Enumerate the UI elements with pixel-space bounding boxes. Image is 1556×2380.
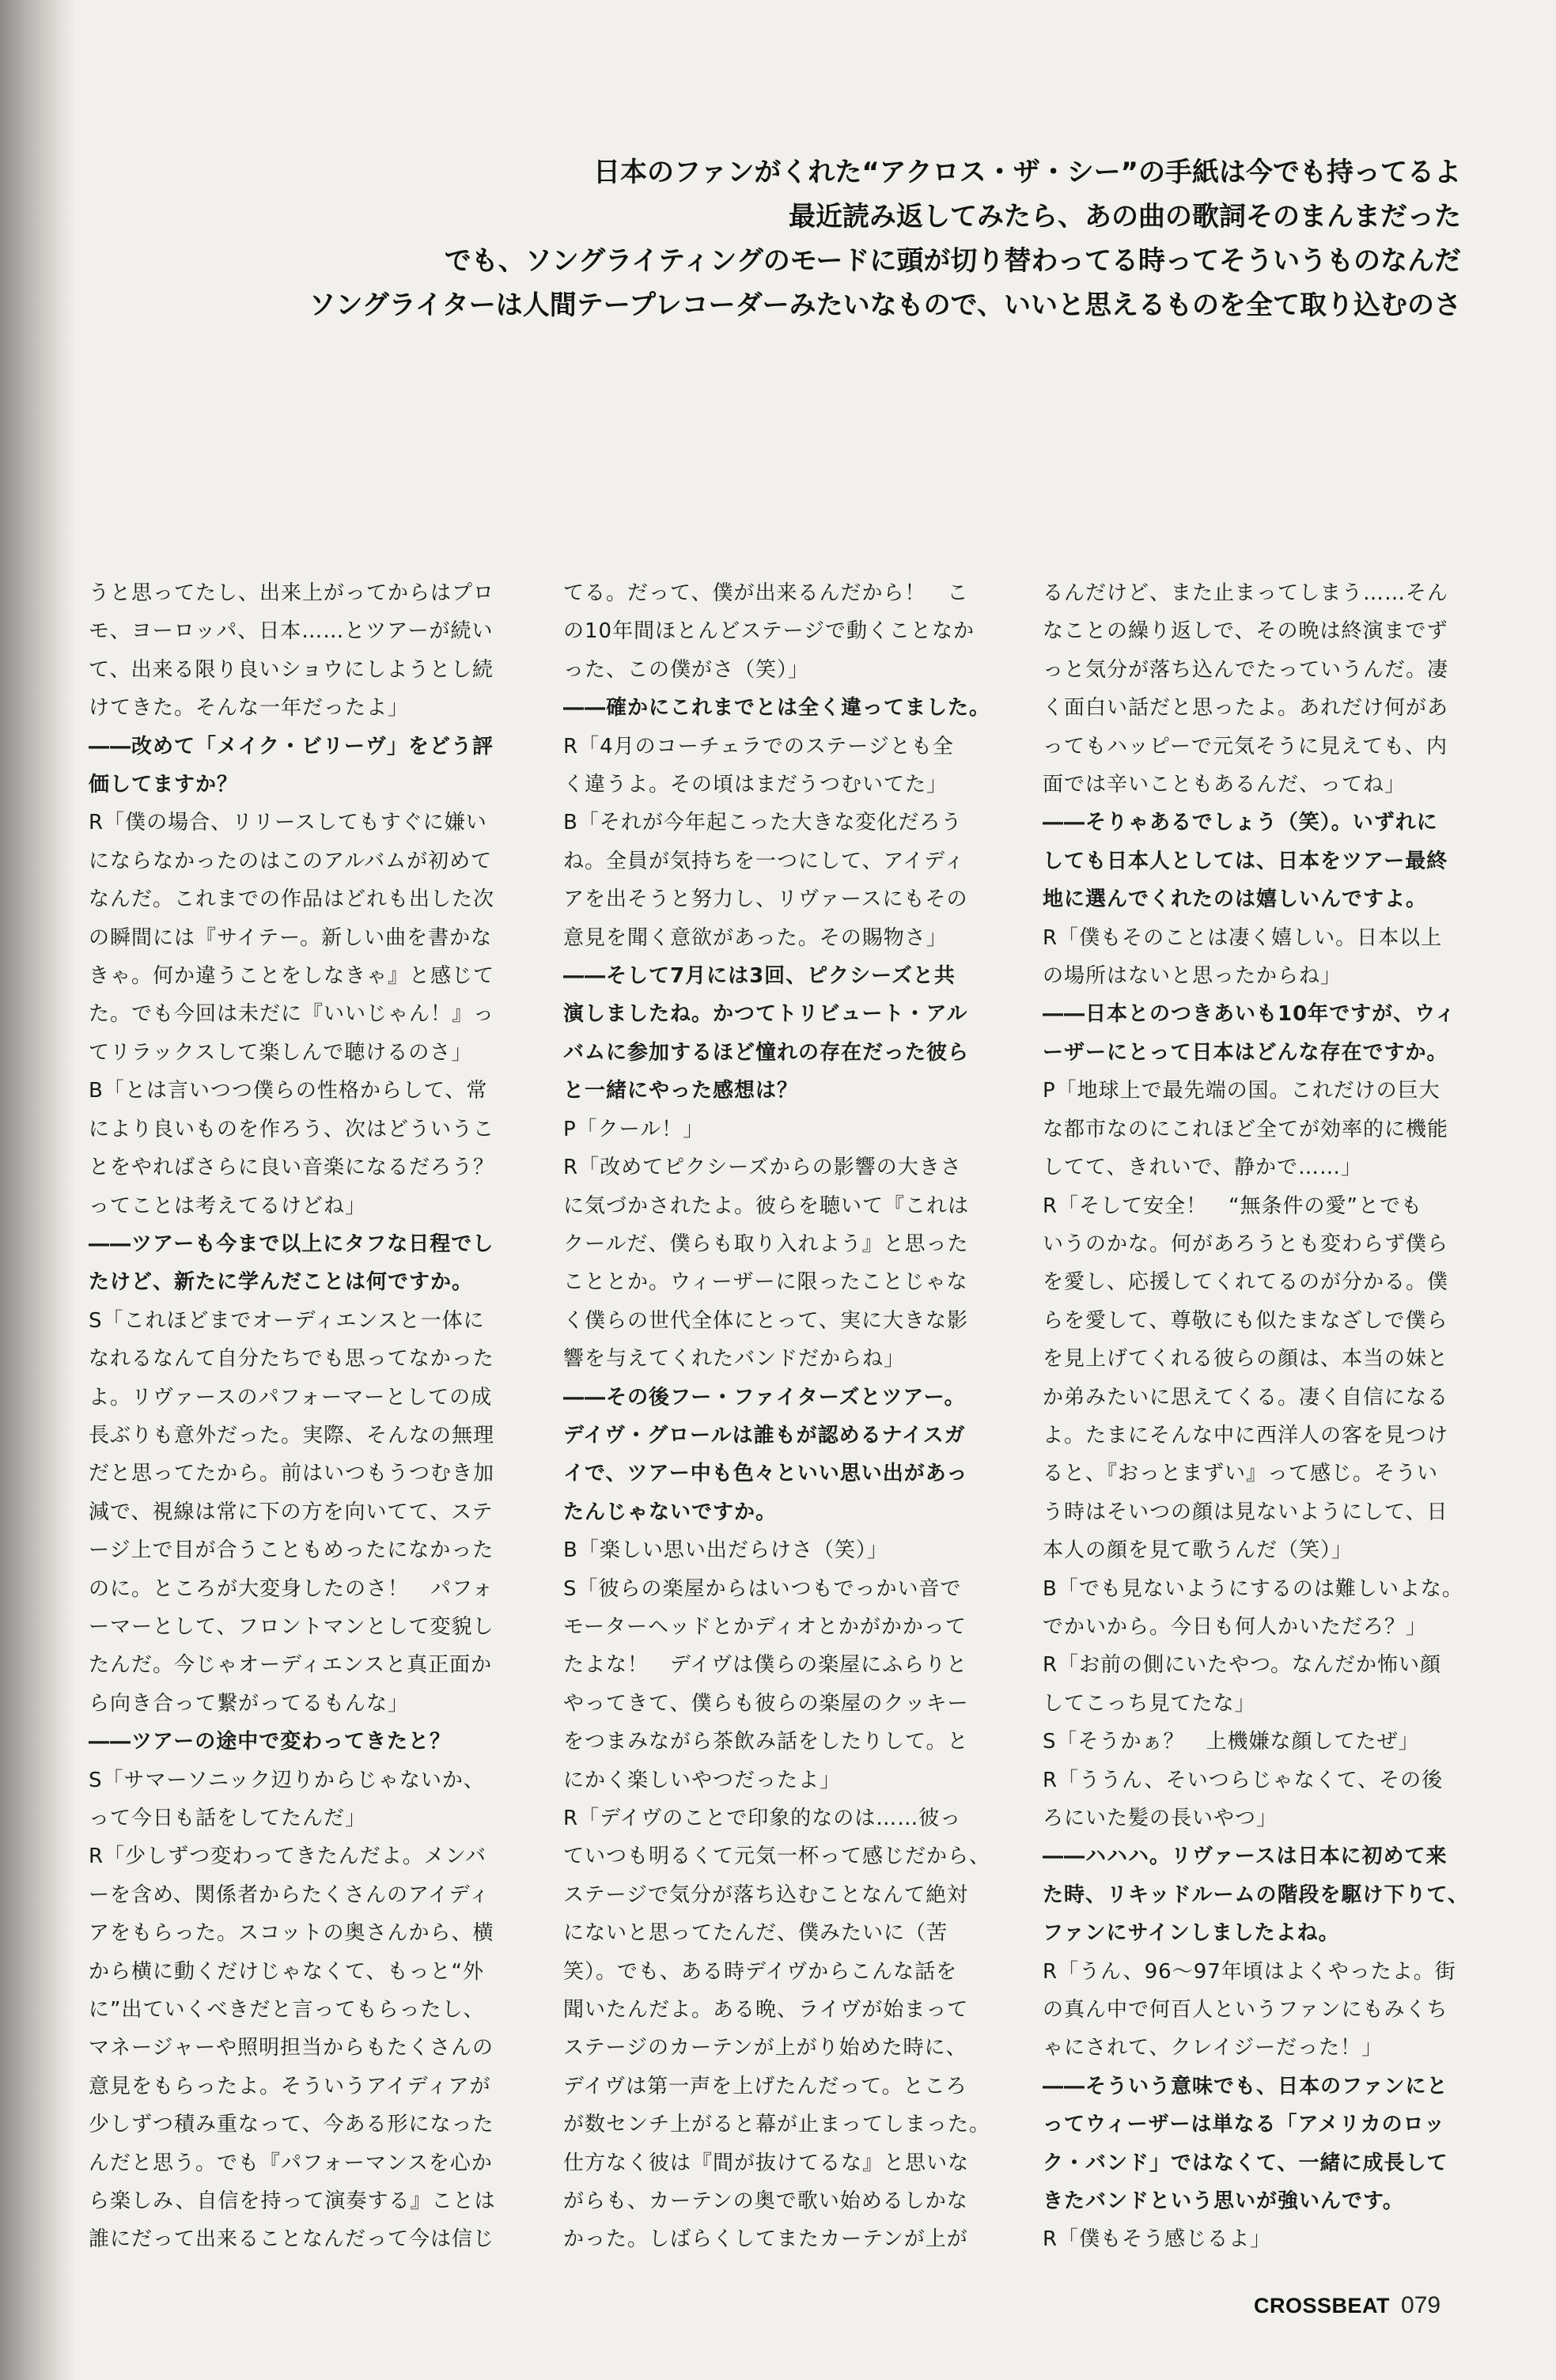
answer-line: を見上げてくれる彼らの顔は、本当の妹と	[1043, 1347, 1449, 1372]
answer-line: よ。たまにそんな中に西洋人の客を見つけ	[1043, 1423, 1449, 1447]
answer-line: たよな！ デイヴは僕らの楽屋にふらりと	[563, 1653, 968, 1678]
answer-line: なんだ。これまでの作品はどれも出した次	[89, 887, 495, 912]
answer-line: なれるなんて自分たちでも思ってなかった	[89, 1347, 494, 1372]
answer-line: て、出来る限り良いショウにしようとし続	[89, 657, 494, 682]
interview-question-line: きたバンドという思いが強いんです。	[1043, 2189, 1404, 2214]
answer-line: 面では辛いこともあるんだ、ってね」	[1043, 773, 1406, 797]
answer-line: 長ぶりも意外だった。実際、そんなの無理	[89, 1423, 495, 1447]
answer-line: してて、きれいで、静かで……」	[1043, 1156, 1362, 1180]
interview-question-line: イで、ツアー中も色々といい思い出があっ	[563, 1462, 968, 1486]
answer-line: こととか。ウィーザーに限ったことじゃな	[563, 1270, 968, 1295]
page-number: 079	[1401, 2292, 1441, 2318]
magazine-name: CROSSBEAT	[1254, 2294, 1391, 2318]
answer-line: の10年間ほとんどステージで動くことなか	[563, 619, 975, 644]
answer-line: のに。ところが大変身したのさ！ パフォ	[89, 1576, 494, 1601]
answer-line: S「そうかぁ？ 上機嫌な顔してたぜ」	[1043, 1730, 1420, 1754]
answer-line: B「楽しい思い出だらけさ（笑）」	[563, 1538, 888, 1563]
interview-question-line: ――そして7月には3回、ピクシーズと共	[563, 964, 956, 989]
answer-line: B「とは言いつつ僕らの性格からして、常	[89, 1079, 488, 1103]
interview-question-line: 価してますか？	[89, 773, 239, 797]
answer-line: んだと思う。でも『パフォーマンスを心か	[89, 2151, 493, 2175]
answer-line: ステージで気分が落ち込むことなんて絶対	[563, 1882, 968, 1907]
answer-line: デイヴは第一声を上げたんだって。ところ	[563, 2074, 967, 2098]
text-column-1	[89, 574, 532, 2291]
pull-quote-line: ソングライターは人間テープレコーダーみたいなもので、いいと思えるものを全て取り込むのさ	[309, 289, 1461, 321]
answer-line: R「お前の側にいたやつ。なんだか怖い顔	[1043, 1653, 1442, 1678]
answer-line: R「デイヴのことで印象的なのは……彼っ	[563, 1807, 962, 1830]
answer-line: ってもハッピーで元気そうに見えても、内	[1043, 734, 1448, 759]
interview-question-line: ――そういう意味でも、日本のファンにと	[1043, 2074, 1448, 2098]
answer-line: 少しずつ積み重なって、今ある形になった	[89, 2113, 494, 2137]
interview-question-line: バムに参加するほど憧れの存在だった彼ら	[563, 1040, 970, 1065]
answer-line: っと気分が落ち込んでたっていうんだ。凄	[1043, 657, 1449, 682]
answer-line: S「彼らの楽屋からはいつもでっかい音で	[563, 1576, 962, 1601]
interview-question-line: ――そりゃあるでしょう（笑）。いずれに	[1043, 811, 1438, 835]
answer-line: か弟みたいに思えてくる。凄く自信になる	[1043, 1385, 1449, 1409]
answer-line: モ、ヨーロッパ、日本……とツアーが続い	[89, 619, 494, 644]
pull-quote-line: 最近読み返してみたら、あの曲の歌詞そのまんまだった	[789, 201, 1461, 233]
interview-question-line: た時、リキッドルームの階段を駆け下りて、	[1043, 1882, 1469, 1907]
answer-line: く僕らの世代全体にとって、実に大きな影	[563, 1308, 968, 1333]
answer-line: をつまみながら茶飲み話をしたりして。と	[563, 1730, 969, 1754]
answer-line: 誰にだって出来ることなんだって今は信じ	[89, 2227, 495, 2252]
interview-question-line: デイヴ・グロールは誰もが認めるナイスガ	[563, 1423, 966, 1447]
interview-question-line: ――その後フー・ファイターズとツアー。	[563, 1385, 966, 1409]
answer-line: ーマーとして、フロントマンとして変貌し	[89, 1614, 494, 1639]
answer-line: がらも、カーテンの奥で歌い始めるしかな	[563, 2189, 968, 2214]
pull-quote-line: でも、ソングライティングのモードに頭が切り替わってる時ってそういうものなんだ	[444, 245, 1461, 277]
answer-line: 響を与えてくれたバンドだからね」	[563, 1347, 906, 1372]
answer-line: R「改めてピクシーズからの影響の大きさ	[563, 1156, 962, 1180]
answer-line: てリラックスして楽しんで聴けるのさ」	[89, 1040, 473, 1065]
interview-question-line: ーザーにとって日本はどんな存在ですか。	[1043, 1040, 1448, 1065]
answer-line: 意見をもらったよ。そういうアイディアが	[89, 2074, 491, 2098]
answer-line: R「僕もそのことは凄く嬉しい。日本以上	[1043, 925, 1443, 950]
answer-line: らを愛して、尊敬にも似たまなざしで僕ら	[1043, 1308, 1448, 1333]
answer-line: ると、『おっとまずい』って感じ。そうい	[1043, 1462, 1439, 1486]
answer-line: から横に動くだけじゃなくて、もっと“外	[89, 1959, 484, 1984]
answer-line: う時はそいつの顔は見ないようにして、日	[1043, 1500, 1448, 1524]
answer-line: P「地球上で最先端の国。これだけの巨大	[1043, 1079, 1441, 1103]
answer-line: でかいから。今日も何人かいただろ？」	[1043, 1614, 1428, 1639]
answer-line: く違うよ。その頃はまだうつむいてた」	[563, 773, 948, 797]
interview-question-line: しても日本人としては、日本をツアー最終	[1043, 849, 1448, 873]
answer-line: の真ん中で何百人というファンにもみくち	[1043, 1998, 1448, 2022]
answer-line: かった。しばらくしてまたカーテンが上が	[563, 2227, 968, 2252]
answer-line: ね。全員が気持ちを一つにして、アイディ	[563, 849, 966, 873]
answer-line: った、この僕がさ（笑）」	[563, 657, 810, 682]
interview-question-line: ――改めて「メイク・ビリーヴ」をどう評	[89, 734, 494, 759]
answer-line: が数センチ上がると幕が止まってしまった。	[563, 2113, 991, 2137]
answer-line: よ。リヴァースのパフォーマーとしての成	[89, 1385, 493, 1409]
answer-line: るんだけど、また止まってしまう……そん	[1043, 581, 1449, 605]
answer-line: 意見を聞く意欲があった。その賜物さ」	[563, 925, 948, 950]
answer-line: ってことは考えてるけどね」	[89, 1194, 367, 1218]
interview-question-line: ファンにサインしましたよね。	[1043, 1921, 1340, 1946]
answer-line: うと思ってたし、出来上がってからはプロ	[89, 581, 495, 605]
text-column-3	[1043, 574, 1486, 2291]
answer-line: B「それが今年起こった大きな変化だろう	[563, 811, 963, 835]
answer-line: R「ううん、そいつらじゃなくて、その後	[1043, 1768, 1444, 1792]
answer-line: な都市なのにこれほど全てが効率的に機能	[1043, 1117, 1449, 1141]
answer-line: ら楽しみ、自信を持って演奏する』ことは	[89, 2189, 496, 2214]
pull-quote-line: 日本のファンがくれた“アクロス・ザ・シー”の手紙は今でも持ってるよ	[593, 157, 1461, 188]
answer-line: R「そして安全！ “無条件の愛”とでも	[1043, 1194, 1423, 1218]
answer-line: 聞いたんだよ。ある晩、ライヴが始まって	[563, 1998, 969, 2022]
interview-question-line: ――ツアーも今まで以上にタフな日程でし	[89, 1232, 494, 1256]
answer-line: なことの繰り返しで、その晩は終演までず	[1043, 619, 1448, 644]
interview-question-line: たけど、新たに学んだことは何ですか。	[89, 1270, 474, 1295]
pull-quote	[69, 150, 1461, 327]
answer-line: R「少しずつ変わってきたんだよ。メンバ	[89, 1845, 486, 1869]
answer-line: の瞬間には『サイテー。新しい曲を書かな	[89, 925, 493, 950]
binding-shadow	[0, 0, 75, 2380]
answer-line: にかく楽しいやつだったよ」	[563, 1768, 842, 1792]
page-footer	[1254, 2292, 1507, 2332]
answer-line: ステージのカーテンが上がり始めた時に、	[563, 2036, 967, 2060]
answer-line: やってきて、僕らも彼らの楽屋のクッキー	[563, 1691, 969, 1716]
answer-line: く面白い話だと思ったよ。あれだけ何があ	[1043, 696, 1449, 721]
answer-line: アをもらった。スコットの奥さんから、横	[89, 1921, 494, 1946]
answer-line: アを出そうと努力し、リヴァースにもその	[563, 887, 968, 912]
answer-line: ゃにされて、クレイジーだった！」	[1043, 2036, 1384, 2060]
answer-line: クールだ、僕らも取り入れよう』と思った	[563, 1232, 969, 1256]
answer-line: 笑）。でも、ある時デイヴからこんな話を	[563, 1959, 958, 1984]
interview-question-line: ――ツアーの途中で変わってきたと？	[89, 1730, 451, 1754]
answer-line: に気づかされたよ。彼らを聴いて『これは	[563, 1194, 970, 1218]
answer-line: に”出ていくべきだと言ってもらったし、	[89, 1998, 485, 2022]
text-column-2	[563, 574, 1006, 2291]
answer-line: モーターヘッドとかディオとかがかかって	[563, 1614, 967, 1639]
answer-line: って今日も話をしてたんだ」	[89, 1807, 367, 1830]
answer-line: きゃ。何か違うことをしなきゃ』と感じて	[89, 964, 495, 989]
answer-line: とをやればさらに良い音楽になるだろう？	[89, 1156, 495, 1180]
interview-question-line: ってウィーザーは単なる「アメリカのロッ	[1043, 2113, 1446, 2137]
answer-line: してこっち見てたな」	[1043, 1691, 1256, 1716]
answer-line: たんだ。今じゃオーディエンスと真正面か	[89, 1653, 493, 1678]
interview-question-line: 地に選んでくれたのは嬉しいんですよ。	[1043, 887, 1428, 912]
answer-line: S「サマーソニック辺りからじゃないか、	[89, 1768, 485, 1792]
answer-line: ージ上で目が合うこともめったになかった	[89, 1538, 494, 1563]
interview-question-line: ク・バンド」ではなくて、一緒に成長して	[1043, 2151, 1448, 2175]
answer-line: いうのかな。何があろうとも変わらず僕ら	[1043, 1232, 1449, 1256]
answer-line: P「クール！」	[563, 1117, 705, 1141]
answer-line: R「僕もそう感じるよ」	[1043, 2227, 1272, 2252]
interview-question-line: ――確かにこれまでとは全く違ってました。	[563, 696, 991, 721]
answer-line: 本人の顔を見て歌うんだ（笑）」	[1043, 1538, 1353, 1563]
interview-question-line: ――ハハハ。リヴァースは日本に初めて来	[1043, 1845, 1448, 1869]
answer-line: けてきた。そんな一年だったよ」	[89, 696, 410, 721]
interview-question-line: と一緒にやった感想は？	[563, 1079, 799, 1103]
answer-line: ろにいた髪の長いやつ」	[1043, 1807, 1278, 1830]
answer-line: だと思ってたから。前はいつもうつむき加	[89, 1462, 495, 1486]
answer-line: R「4月のコーチェラでのステージとも全	[563, 734, 954, 759]
answer-line: ーを含め、関係者からたくさんのアイディ	[89, 1882, 490, 1907]
answer-line: を愛し、応援してくれてるのが分かる。僕	[1043, 1270, 1449, 1295]
answer-line: S「これほどまでオーディエンスと一体に	[89, 1308, 485, 1333]
interview-question-line: 演しましたね。かつてトリビュート・アル	[563, 1002, 968, 1027]
answer-line: にないと思ってたんだ、僕みたいに（苦	[563, 1921, 948, 1946]
answer-line: の場所はないと思ったからね」	[1043, 964, 1342, 989]
answer-line: 仕方なく彼は『間が抜けてるな』と思いな	[563, 2151, 970, 2175]
answer-line: により良いものを作ろう、次はどういうこ	[89, 1117, 495, 1141]
answer-line: ら向き合って繋がってるもんな」	[89, 1691, 410, 1716]
answer-line: ていつも明るくて元気一杯って感じだから、	[563, 1845, 991, 1869]
answer-line: マネージャーや照明担当からもたくさんの	[89, 2036, 494, 2060]
answer-line: た。でも今回は未だに『いいじゃん！』っ	[89, 1002, 495, 1027]
interview-question-line: たんじゃないですか。	[563, 1500, 778, 1524]
answer-line: にならなかったのはこのアルバムが初めて	[89, 849, 493, 873]
answer-line: R「うん、96～97年頃はよくやったよ。街	[1043, 1959, 1456, 1984]
answer-line: B「でも見ないようにするのは難しいよな。	[1043, 1576, 1463, 1601]
answer-line: てる。だって、僕が出来るんだから！ こ	[563, 581, 969, 605]
answer-line: 減で、視線は常に下の方を向いてて、ステ	[89, 1500, 494, 1524]
answer-line: R「僕の場合、リリースしてもすぐに嫌い	[89, 811, 487, 835]
interview-question-line: ――日本とのつきあいも10年ですが、ウィ	[1043, 1002, 1456, 1027]
